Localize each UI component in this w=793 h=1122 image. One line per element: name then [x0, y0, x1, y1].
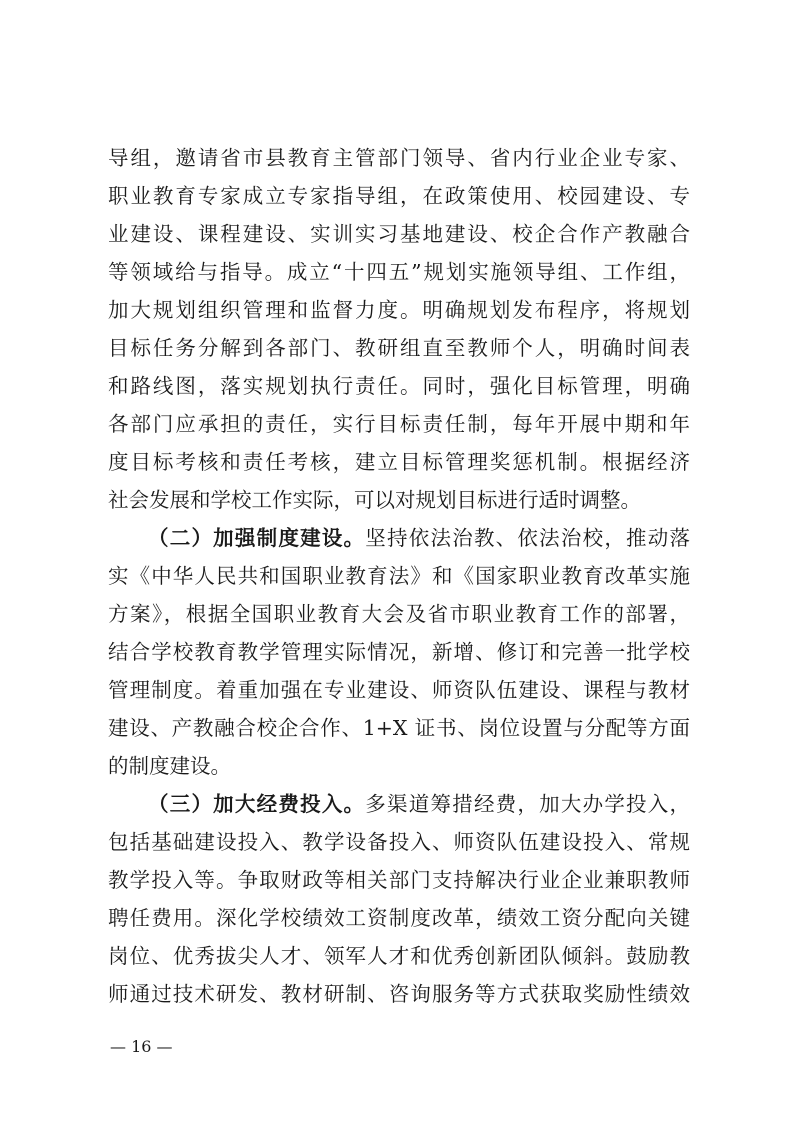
paragraph-line: 建设、产教融合校企合作、1+X 证书、岗位设置与分配等方面 — [108, 716, 690, 740]
paragraph-line: 教学投入等。争取财政等相关部门支持解决行业企业兼职教师 — [108, 868, 690, 892]
paragraph-line: 加大规划组织管理和监督力度。明确规划发布程序，将规划 — [108, 298, 690, 322]
section-2-heading: （二）加强制度建设。 — [148, 526, 366, 550]
paragraph-line: 实《中华人民共和国职业教育法》和《国家职业教育改革实施 — [108, 564, 690, 588]
paragraph-line: 结合学校教育教学管理实际情况，新增、修订和完善一批学校 — [108, 640, 690, 664]
section-2-first-line — [148, 519, 690, 557]
section-3-first-line-text: 多渠道筹措经费，加大办学投入， — [365, 792, 691, 816]
paragraph-line: 聘任费用。深化学校绩效工资制度改革，绩效工资分配向关键 — [108, 906, 690, 930]
paragraph-line: 方案》，根据全国职业教育大会及省市职业教育工作的部署， — [108, 602, 690, 626]
paragraph-line: 社会发展和学校工作实际，可以对规划目标进行适时调整。 — [108, 488, 641, 512]
paragraph-line: 管理制度。着重加强在专业建设、师资队伍建设、课程与教材 — [108, 678, 690, 702]
section-3-first-line — [148, 785, 690, 823]
paragraph-line: 岗位、优秀拔尖人才、领军人才和优秀创新团队倾斜。鼓励教 — [108, 944, 690, 968]
paragraph-line: 的制度建设。 — [108, 754, 231, 778]
section-3-heading: （三）加大经费投入。 — [148, 792, 366, 816]
paragraph-line: 度目标考核和责任考核，建立目标管理奖惩机制。根据经济 — [108, 450, 690, 474]
paragraph-line: 等领域给与指导。成立“十四五”规划实施领导组、工作组， — [108, 260, 690, 284]
paragraph-line: 和路线图，落实规划执行责任。同时，强化目标管理，明确 — [108, 374, 690, 398]
page-number: — 16 — — [110, 1037, 173, 1056]
section-2-first-line-text: 坚持依法治教、依法治校，推动落 — [365, 526, 691, 550]
paragraph-line: 包括基础建设投入、教学设备投入、师资队伍建设投入、常规 — [108, 830, 690, 854]
paragraph-line: 各部门应承担的责任，实行目标责任制，每年开展中期和年 — [108, 412, 690, 436]
paragraph-line: 师通过技术研发、教材研制、咨询服务等方式获取奖励性绩效 — [108, 982, 690, 1006]
paragraph-line: 导组，邀请省市县教育主管部门领导、省内行业企业专家、 — [108, 146, 690, 170]
paragraph-line: 业建设、课程建设、实训实习基地建设、校企合作产教融合 — [108, 222, 690, 246]
paragraph-line: 职业教育专家成立专家指导组，在政策使用、校园建设、专 — [108, 184, 690, 208]
paragraph-line: 目标任务分解到各部门、教研组直至教师个人，明确时间表 — [108, 336, 690, 360]
